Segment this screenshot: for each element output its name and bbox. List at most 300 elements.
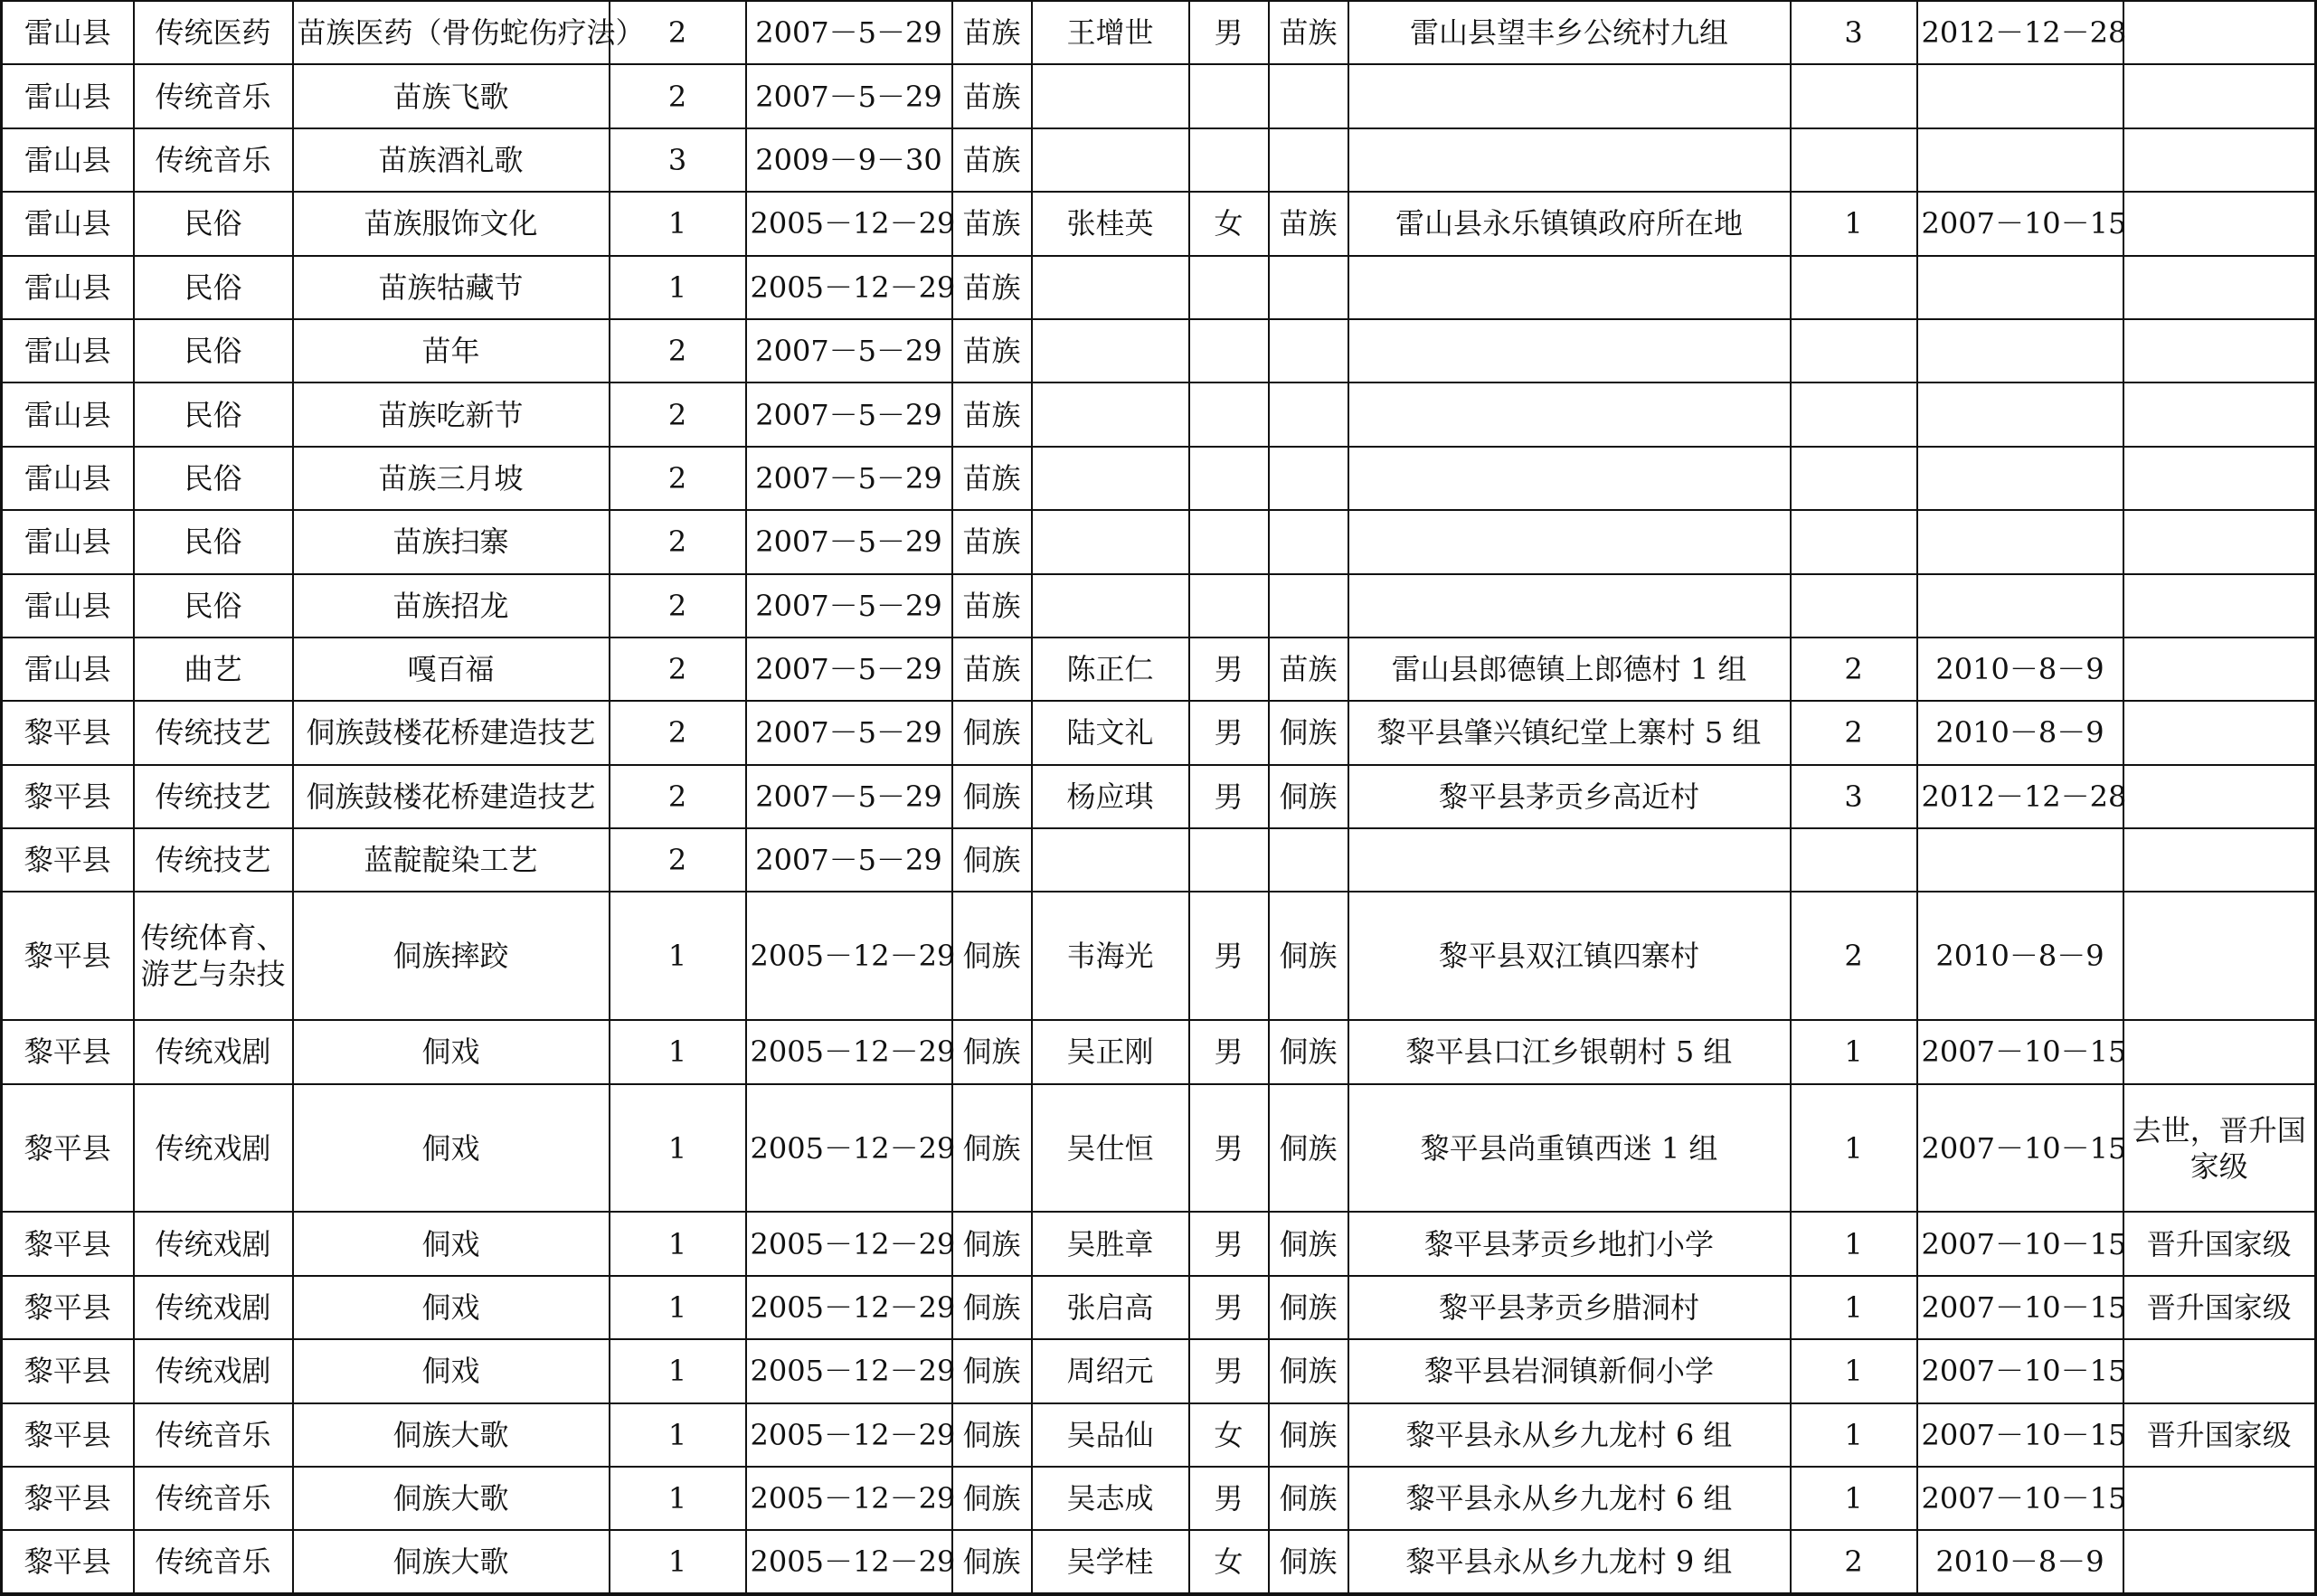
batch-cell xyxy=(610,192,746,255)
category-text: 传统体育、游艺与杂技 xyxy=(140,921,286,992)
approval-date-text: 2005－12－29 xyxy=(750,1290,956,1326)
county-cell xyxy=(2,1084,134,1213)
address-text: 黎平县肇兴镇纪堂上寨村 5 组 xyxy=(1376,715,1762,751)
project-cell xyxy=(293,447,610,510)
project-ethnicity-cell xyxy=(952,1530,1032,1594)
inheritor-ethnicity-cell xyxy=(1269,382,1348,446)
gender-text: 男 xyxy=(1214,1290,1244,1326)
designation-date-cell xyxy=(1917,828,2123,892)
project-ethnicity-text: 苗族 xyxy=(962,79,1021,114)
designation-date-cell xyxy=(1917,1020,2127,1083)
batch-cell xyxy=(610,1084,746,1213)
note-cell xyxy=(2123,1020,2316,1083)
note-cell xyxy=(2123,1276,2316,1339)
county-cell xyxy=(2,1020,134,1083)
project-text: 侗戏 xyxy=(421,1290,480,1326)
category-text: 传统技艺 xyxy=(155,779,271,814)
project-cell xyxy=(293,1276,610,1339)
inheritor-ethnicity-text: 侗族 xyxy=(1279,1417,1338,1452)
level-cell xyxy=(1791,892,1917,1020)
county-cell xyxy=(2,637,134,701)
county-text: 黎平县 xyxy=(24,1354,111,1389)
approval-date-text: 2007－5－29 xyxy=(755,779,942,814)
level-cell xyxy=(1791,1084,1917,1213)
level-cell xyxy=(1791,319,1917,382)
approval-date-text: 2007－5－29 xyxy=(755,715,942,751)
inheritor-name-text: 吴胜章 xyxy=(1066,1226,1154,1261)
project-ethnicity-text: 苗族 xyxy=(962,142,1021,177)
batch-cell xyxy=(610,765,746,828)
level-text: 1 xyxy=(1844,206,1863,241)
category-text: 民俗 xyxy=(184,334,242,369)
approval-date-cell xyxy=(746,64,952,127)
category-cell xyxy=(134,382,293,446)
note-cell xyxy=(2123,382,2316,446)
address-text: 黎平县茅贡乡地扪小学 xyxy=(1423,1226,1714,1261)
table-row xyxy=(2,765,2316,828)
project-text: 苗族吃新节 xyxy=(378,397,524,432)
category-cell xyxy=(134,765,293,828)
gender-text: 女 xyxy=(1214,206,1244,241)
inheritor-ethnicity-cell xyxy=(1269,510,1348,573)
project-ethnicity-cell xyxy=(952,765,1032,828)
inheritor-name-cell xyxy=(1032,1212,1189,1275)
gender-cell xyxy=(1189,892,1269,1020)
level-text: 2 xyxy=(1844,939,1863,974)
gender-cell xyxy=(1189,1403,1269,1467)
approval-date-cell xyxy=(746,510,952,573)
project-text: 苗族医药（骨伤蛇伤疗法） xyxy=(297,15,645,51)
category-text: 传统戏剧 xyxy=(155,1034,271,1070)
category-cell xyxy=(134,1,293,64)
note-cell xyxy=(2123,1084,2316,1213)
project-text: 侗戏 xyxy=(421,1354,480,1389)
project-cell xyxy=(293,319,610,382)
category-cell xyxy=(134,64,293,127)
note-text: 晋升国家级 xyxy=(2146,1226,2292,1261)
batch-cell xyxy=(610,447,746,510)
category-cell xyxy=(134,1276,293,1339)
address-text: 黎平县口江乡银朝村 5 组 xyxy=(1405,1034,1733,1070)
table-row xyxy=(2,637,2316,701)
inheritor-ethnicity-cell xyxy=(1269,1339,1348,1402)
batch-text: 1 xyxy=(667,1481,687,1516)
address-cell xyxy=(1348,1467,1791,1530)
gender-text: 男 xyxy=(1214,715,1244,751)
county-cell xyxy=(2,128,134,192)
table-row xyxy=(2,1467,2316,1530)
inheritor-name-text: 张桂英 xyxy=(1066,206,1154,241)
gender-cell xyxy=(1189,701,1269,764)
approval-date-text: 2005－12－29 xyxy=(750,1034,956,1070)
approval-date-text: 2005－12－29 xyxy=(750,1481,956,1516)
approval-date-text: 2007－5－29 xyxy=(755,334,942,369)
county-text: 黎平县 xyxy=(24,1034,111,1070)
designation-date-text: 2007－10－15 xyxy=(1921,1354,2127,1389)
batch-text: 1 xyxy=(667,269,687,305)
batch-cell xyxy=(610,128,746,192)
address-cell xyxy=(1348,892,1791,1020)
category-text: 传统戏剧 xyxy=(155,1130,271,1166)
batch-cell xyxy=(610,637,746,701)
approval-date-cell xyxy=(746,1212,956,1275)
batch-text: 1 xyxy=(667,206,687,241)
note-cell xyxy=(2123,765,2316,828)
project-cell xyxy=(293,382,610,446)
category-cell xyxy=(134,1403,293,1467)
designation-date-cell xyxy=(1917,1,2127,64)
address-text: 雷山县永乐镇镇政府所在地 xyxy=(1395,206,1743,241)
category-text: 民俗 xyxy=(184,397,242,432)
project-ethnicity-text: 苗族 xyxy=(962,524,1021,560)
table-row xyxy=(2,892,2316,1020)
county-cell xyxy=(2,510,134,573)
approval-date-cell xyxy=(746,1,952,64)
address-cell xyxy=(1348,1403,1791,1467)
address-cell xyxy=(1348,765,1791,828)
level-text: 1 xyxy=(1844,1417,1863,1452)
county-text: 黎平县 xyxy=(24,1226,111,1261)
county-text: 雷山县 xyxy=(24,588,111,623)
project-ethnicity-cell xyxy=(952,1276,1032,1339)
designation-date-cell xyxy=(1917,319,2123,382)
designation-date-cell xyxy=(1917,1530,2123,1594)
county-text: 雷山县 xyxy=(24,269,111,305)
gender-text: 男 xyxy=(1214,1226,1244,1261)
address-cell xyxy=(1348,1276,1791,1339)
table-row xyxy=(2,828,2316,892)
level-text: 1 xyxy=(1844,1130,1863,1166)
note-text: 晋升国家级 xyxy=(2146,1417,2292,1452)
project-ethnicity-text: 侗族 xyxy=(962,939,1021,974)
batch-text: 1 xyxy=(667,939,687,974)
table-row xyxy=(2,1212,2316,1275)
inheritor-name-text: 陆文礼 xyxy=(1066,715,1154,751)
project-ethnicity-cell xyxy=(952,892,1032,1020)
category-text: 传统戏剧 xyxy=(155,1354,271,1389)
project-ethnicity-text: 侗族 xyxy=(962,1354,1021,1389)
table-body xyxy=(2,1,2316,1594)
project-ethnicity-cell xyxy=(952,1212,1032,1275)
approval-date-cell xyxy=(746,765,952,828)
project-text: 侗族摔跤 xyxy=(392,939,509,974)
inheritor-name-cell xyxy=(1032,1530,1189,1594)
inheritor-ethnicity-cell xyxy=(1269,574,1348,637)
designation-date-cell xyxy=(1917,701,2123,764)
approval-date-text: 2005－12－29 xyxy=(750,1544,956,1580)
batch-text: 2 xyxy=(667,397,687,432)
note-cell xyxy=(2123,510,2316,573)
gender-cell xyxy=(1189,510,1269,573)
inheritor-ethnicity-text: 侗族 xyxy=(1279,1481,1338,1516)
inheritor-ethnicity-cell xyxy=(1269,701,1348,764)
batch-cell xyxy=(610,1020,746,1083)
table-row xyxy=(2,64,2316,127)
category-cell xyxy=(134,128,293,192)
approval-date-text: 2007－5－29 xyxy=(755,397,942,432)
note-cell xyxy=(2123,447,2316,510)
table-row xyxy=(2,1276,2316,1339)
county-cell xyxy=(2,1276,134,1339)
county-cell xyxy=(2,1212,134,1275)
project-text: 苗年 xyxy=(421,334,480,369)
inheritor-ethnicity-text: 苗族 xyxy=(1279,206,1338,241)
category-cell xyxy=(134,574,293,637)
project-ethnicity-text: 侗族 xyxy=(962,1130,1021,1166)
county-cell xyxy=(2,64,134,127)
address-text: 黎平县茅贡乡腊洞村 xyxy=(1438,1290,1699,1326)
designation-date-cell xyxy=(1917,574,2123,637)
inheritor-name-cell xyxy=(1032,637,1189,701)
project-ethnicity-cell xyxy=(952,574,1032,637)
county-cell xyxy=(2,256,134,319)
county-text: 黎平县 xyxy=(24,939,111,974)
inheritor-name-text: 王增世 xyxy=(1066,15,1154,51)
level-cell xyxy=(1791,1212,1917,1275)
inheritor-name-cell xyxy=(1032,319,1189,382)
approval-date-text: 2007－5－29 xyxy=(755,460,942,496)
inheritor-name-cell xyxy=(1032,1467,1189,1530)
inheritor-ethnicity-text: 侗族 xyxy=(1279,1226,1338,1261)
county-cell xyxy=(2,1530,134,1594)
gender-cell xyxy=(1189,1,1269,64)
project-ethnicity-text: 侗族 xyxy=(962,1226,1021,1261)
gender-text: 男 xyxy=(1214,15,1244,51)
approval-date-text: 2005－12－29 xyxy=(750,1130,956,1166)
project-ethnicity-cell xyxy=(952,64,1032,127)
inheritor-ethnicity-text: 侗族 xyxy=(1279,1290,1338,1326)
batch-text: 1 xyxy=(667,1417,687,1452)
note-cell xyxy=(2123,192,2316,255)
category-cell xyxy=(134,1467,293,1530)
batch-cell xyxy=(610,1467,746,1530)
county-text: 黎平县 xyxy=(24,715,111,751)
gender-cell xyxy=(1189,765,1269,828)
table-row xyxy=(2,319,2316,382)
inheritor-ethnicity-cell xyxy=(1269,192,1348,255)
batch-text: 1 xyxy=(667,1130,687,1166)
designation-date-text: 2010－8－9 xyxy=(1935,939,2104,974)
approval-date-text: 2005－12－29 xyxy=(750,939,956,974)
inheritor-ethnicity-cell xyxy=(1269,1,1348,64)
category-text: 传统技艺 xyxy=(155,715,271,751)
inheritor-ethnicity-cell xyxy=(1269,1084,1348,1213)
address-cell xyxy=(1348,1339,1791,1402)
batch-text: 3 xyxy=(667,142,687,177)
inheritor-ethnicity-cell xyxy=(1269,1212,1348,1275)
designation-date-cell xyxy=(1917,447,2123,510)
county-cell xyxy=(2,1403,134,1467)
level-text: 3 xyxy=(1844,779,1863,814)
note-cell xyxy=(2123,574,2316,637)
address-cell xyxy=(1348,574,1791,637)
level-text: 2 xyxy=(1844,715,1863,751)
category-text: 民俗 xyxy=(184,206,242,241)
level-cell xyxy=(1791,1339,1917,1402)
batch-text: 2 xyxy=(667,524,687,560)
designation-date-cell xyxy=(1917,1339,2127,1402)
gender-text: 男 xyxy=(1214,939,1244,974)
batch-cell xyxy=(610,64,746,127)
level-cell xyxy=(1791,382,1917,446)
gender-cell xyxy=(1189,1339,1269,1402)
county-text: 黎平县 xyxy=(24,1130,111,1166)
gender-cell xyxy=(1189,128,1269,192)
project-ethnicity-text: 侗族 xyxy=(962,843,1021,878)
note-text: 去世，晋升国家级 xyxy=(2132,1112,2306,1184)
inheritor-ethnicity-cell xyxy=(1269,637,1348,701)
designation-date-cell xyxy=(1917,1276,2127,1339)
project-ethnicity-cell xyxy=(952,128,1032,192)
project-ethnicity-cell xyxy=(952,1020,1032,1083)
project-cell xyxy=(293,1020,610,1083)
category-text: 传统戏剧 xyxy=(155,1290,271,1326)
project-cell xyxy=(293,256,610,319)
inheritor-ethnicity-cell xyxy=(1269,319,1348,382)
gender-text: 男 xyxy=(1214,1034,1244,1070)
approval-date-cell xyxy=(746,192,956,255)
note-cell xyxy=(2123,1212,2316,1275)
county-text: 雷山县 xyxy=(24,206,111,241)
project-ethnicity-cell xyxy=(952,192,1032,255)
address-text: 黎平县永从乡九龙村 6 组 xyxy=(1405,1417,1733,1452)
designation-date-cell xyxy=(1917,1084,2127,1213)
address-cell xyxy=(1348,64,1791,127)
county-cell xyxy=(2,765,134,828)
project-ethnicity-text: 侗族 xyxy=(962,1481,1021,1516)
address-text: 雷山县郎德镇上郎德村 1 组 xyxy=(1391,652,1747,687)
designation-date-cell xyxy=(1917,1403,2127,1467)
designation-date-text: 2012－12－28 xyxy=(1921,15,2127,51)
county-text: 黎平县 xyxy=(24,1481,111,1516)
category-cell xyxy=(134,701,293,764)
approval-date-cell xyxy=(746,1084,956,1213)
inheritor-name-text: 韦海光 xyxy=(1066,939,1154,974)
approval-date-text: 2005－12－29 xyxy=(750,1354,956,1389)
project-ethnicity-text: 侗族 xyxy=(962,779,1021,814)
county-text: 雷山县 xyxy=(24,460,111,496)
inheritor-name-text: 张启高 xyxy=(1066,1290,1154,1326)
inheritor-name-cell xyxy=(1032,765,1189,828)
designation-date-cell xyxy=(1917,892,2123,1020)
project-ethnicity-cell xyxy=(952,510,1032,573)
inheritor-ethnicity-cell xyxy=(1269,828,1348,892)
county-text: 黎平县 xyxy=(24,1290,111,1326)
level-cell xyxy=(1791,1,1917,64)
designation-date-cell xyxy=(1917,192,2127,255)
address-cell xyxy=(1348,510,1791,573)
inheritor-name-text: 陈正仁 xyxy=(1066,652,1154,687)
designation-date-cell xyxy=(1917,510,2123,573)
inheritor-name-cell xyxy=(1032,1,1189,64)
inheritor-name-cell xyxy=(1032,1276,1189,1339)
address-cell xyxy=(1348,1084,1791,1213)
project-cell xyxy=(293,128,610,192)
note-cell xyxy=(2123,701,2316,764)
gender-cell xyxy=(1189,64,1269,127)
project-ethnicity-text: 苗族 xyxy=(962,397,1021,432)
county-text: 黎平县 xyxy=(24,843,111,878)
inheritor-ethnicity-text: 侗族 xyxy=(1279,779,1338,814)
project-text: 侗族大歌 xyxy=(392,1544,509,1580)
gender-cell xyxy=(1189,1276,1269,1339)
category-cell xyxy=(134,447,293,510)
project-ethnicity-cell xyxy=(952,1,1032,64)
inheritor-name-cell xyxy=(1032,447,1189,510)
project-text: 苗族服饰文化 xyxy=(364,206,538,241)
inheritor-name-text: 吴学桂 xyxy=(1066,1544,1154,1580)
county-text: 黎平县 xyxy=(24,1544,111,1580)
project-cell xyxy=(293,1,645,64)
table-row xyxy=(2,1339,2316,1402)
project-ethnicity-text: 侗族 xyxy=(962,1034,1021,1070)
inheritor-name-cell xyxy=(1032,510,1189,573)
project-text: 蓝靛靛染工艺 xyxy=(364,843,538,878)
table-row xyxy=(2,447,2316,510)
project-cell xyxy=(293,637,610,701)
gender-cell xyxy=(1189,319,1269,382)
approval-date-cell xyxy=(746,574,952,637)
gender-cell xyxy=(1189,1530,1269,1594)
level-cell xyxy=(1791,574,1917,637)
designation-date-text: 2012－12－28 xyxy=(1921,779,2127,814)
county-text: 雷山县 xyxy=(24,652,111,687)
level-cell xyxy=(1791,701,1917,764)
approval-date-text: 2005－12－29 xyxy=(750,206,956,241)
approval-date-cell xyxy=(746,701,952,764)
gender-cell xyxy=(1189,382,1269,446)
project-text: 苗族酒礼歌 xyxy=(378,142,524,177)
county-cell xyxy=(2,1339,134,1402)
designation-date-cell xyxy=(1917,64,2123,127)
batch-text: 2 xyxy=(667,334,687,369)
county-cell xyxy=(2,1,134,64)
batch-text: 2 xyxy=(667,79,687,114)
county-cell xyxy=(2,447,134,510)
inheritor-ethnicity-text: 侗族 xyxy=(1279,939,1338,974)
note-cell xyxy=(2123,1339,2316,1402)
approval-date-cell xyxy=(746,1403,956,1467)
county-text: 雷山县 xyxy=(24,15,111,51)
designation-date-cell xyxy=(1917,637,2123,701)
county-cell xyxy=(2,382,134,446)
table-row xyxy=(2,1020,2316,1083)
designation-date-text: 2007－10－15 xyxy=(1921,1226,2127,1261)
inheritor-name-text: 周绍元 xyxy=(1066,1354,1154,1389)
level-cell xyxy=(1791,128,1917,192)
category-cell xyxy=(134,892,293,1020)
level-cell xyxy=(1791,1276,1917,1339)
note-cell xyxy=(2123,892,2316,1020)
approval-date-text: 2007－5－29 xyxy=(755,524,942,560)
designation-date-text: 2010－8－9 xyxy=(1935,1544,2104,1580)
inheritor-name-cell xyxy=(1032,574,1189,637)
gender-text: 男 xyxy=(1214,1354,1244,1389)
batch-cell xyxy=(610,319,746,382)
project-cell xyxy=(293,701,610,764)
level-cell xyxy=(1791,828,1917,892)
inheritor-ethnicity-text: 苗族 xyxy=(1279,15,1338,51)
gender-cell xyxy=(1189,1212,1269,1275)
batch-cell xyxy=(610,1276,746,1339)
inheritor-ethnicity-cell xyxy=(1269,765,1348,828)
category-text: 传统戏剧 xyxy=(155,1226,271,1261)
inheritor-name-cell xyxy=(1032,1020,1189,1083)
batch-cell xyxy=(610,892,746,1020)
address-cell xyxy=(1348,1212,1791,1275)
approval-date-cell xyxy=(746,1467,956,1530)
category-cell xyxy=(134,1212,293,1275)
